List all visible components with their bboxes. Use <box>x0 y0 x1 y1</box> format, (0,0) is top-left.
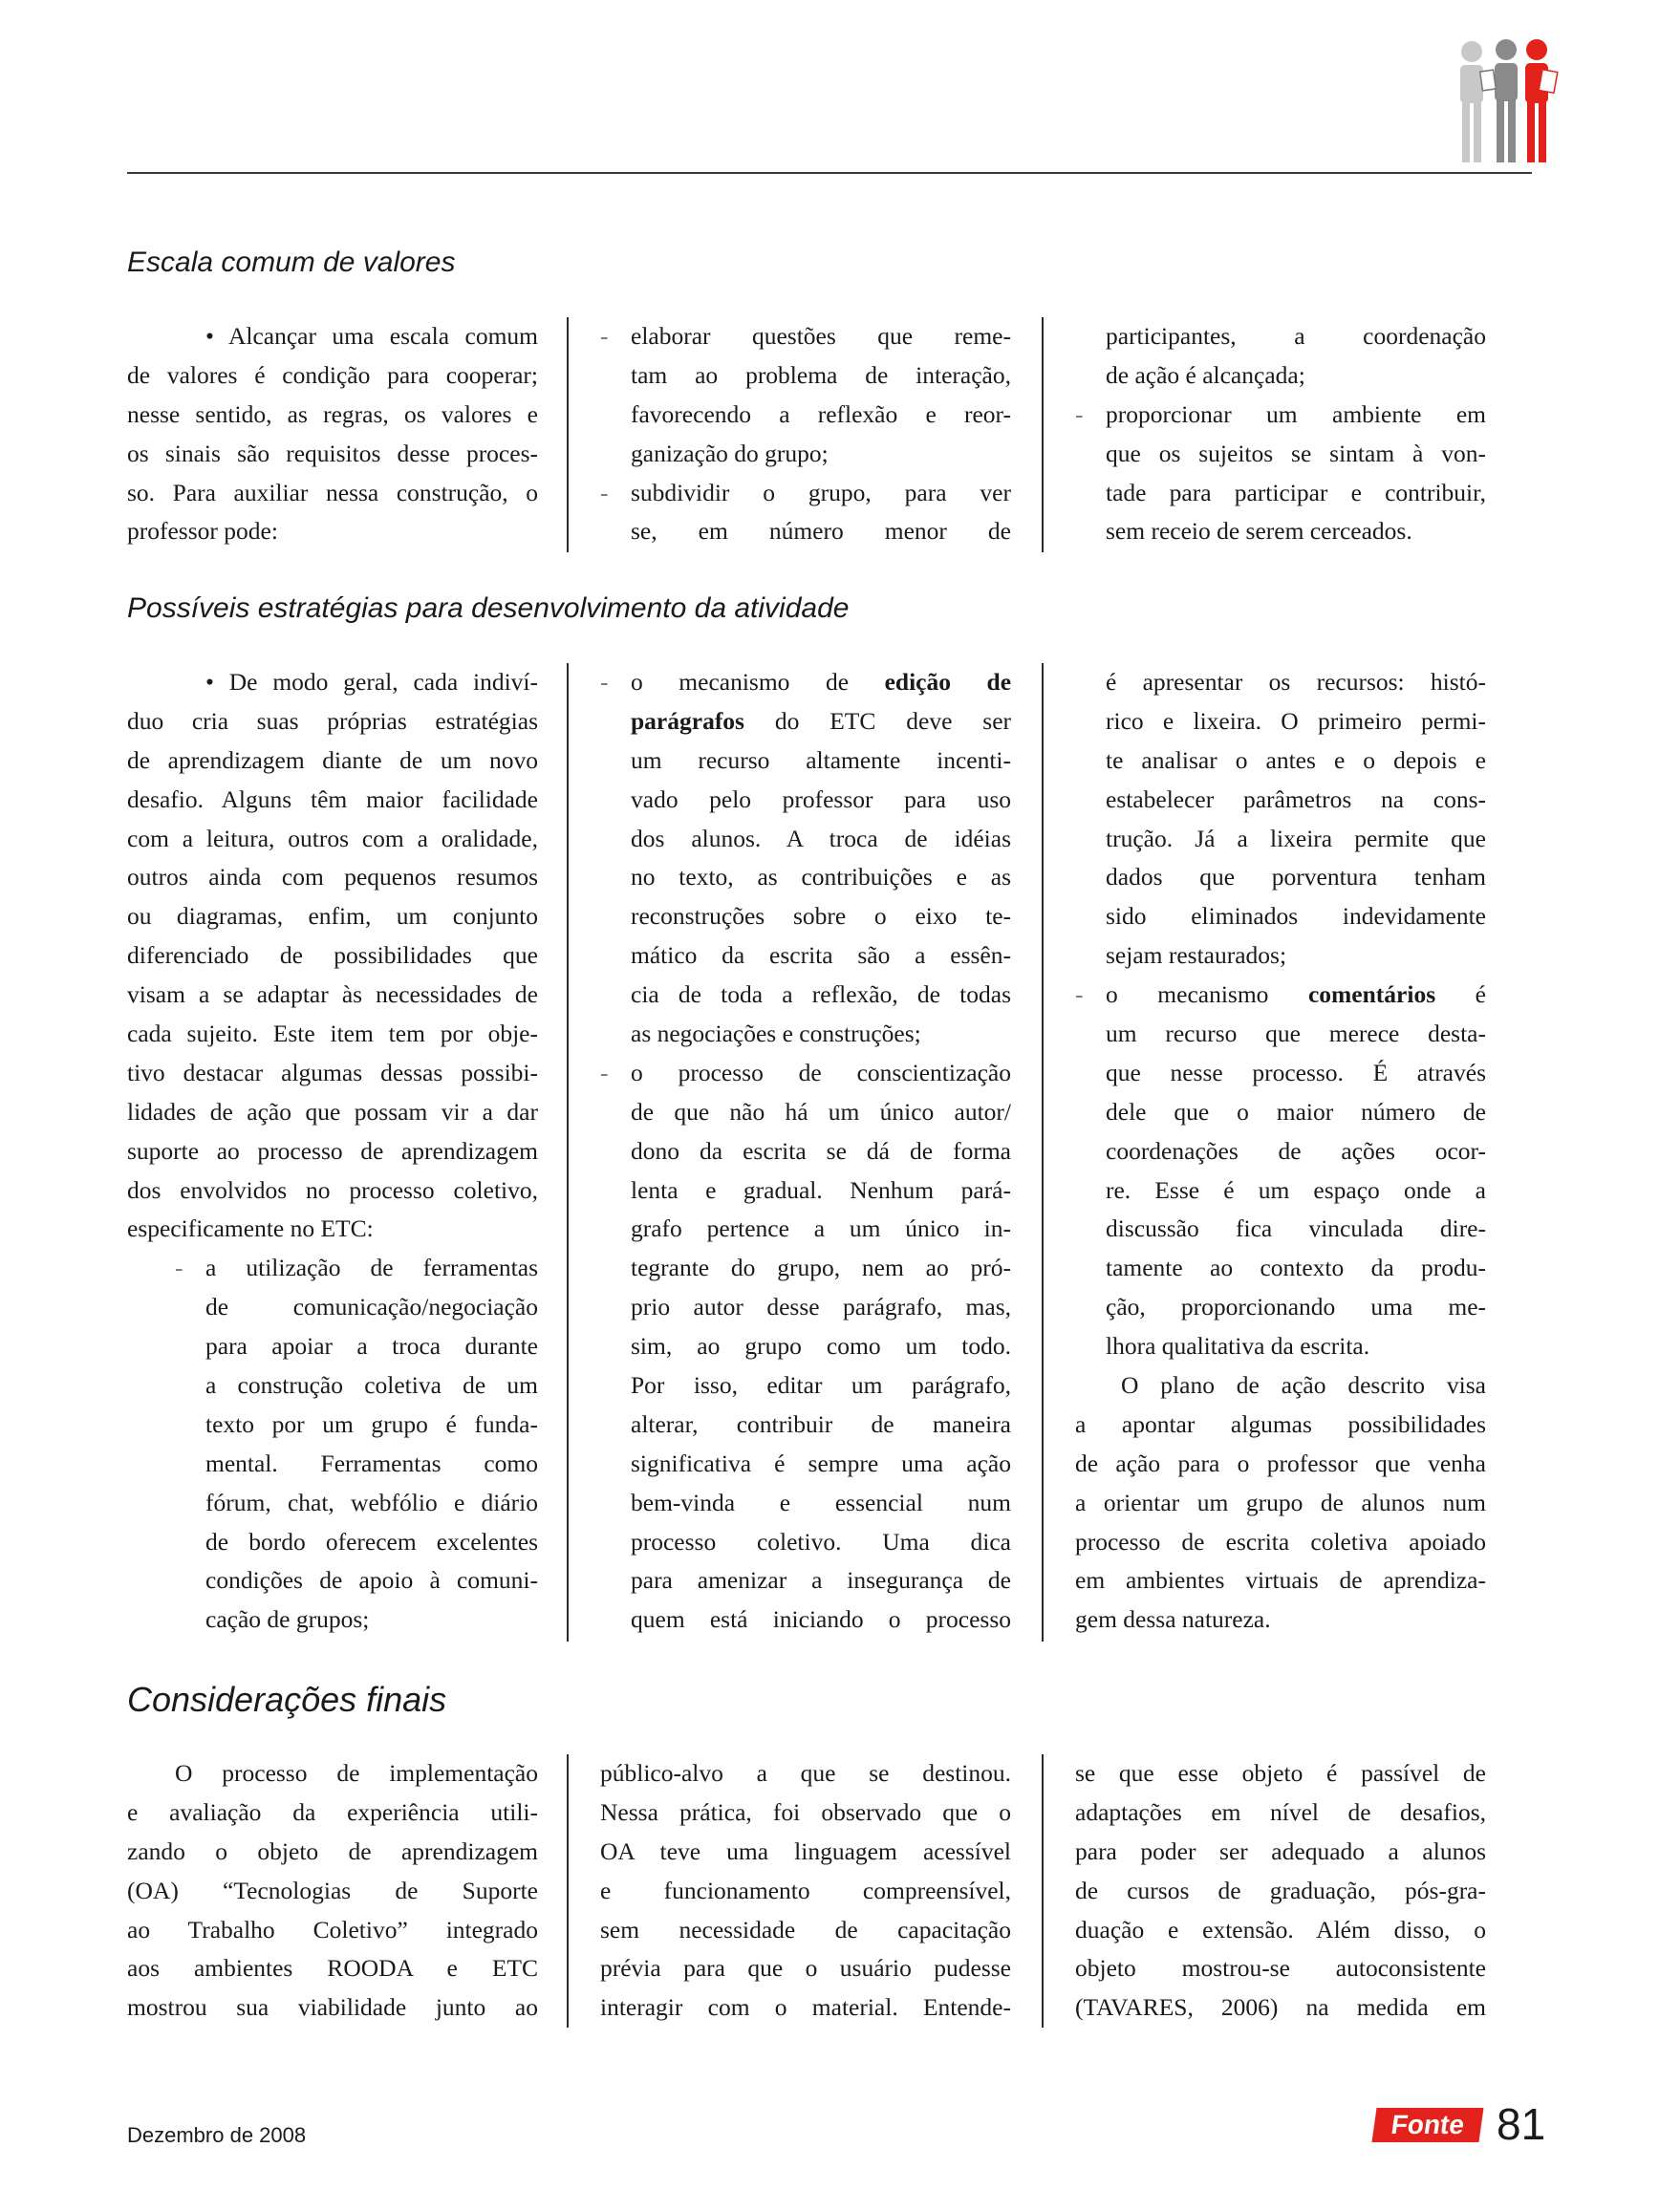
text-column-2 <box>600 663 1011 1640</box>
magazine-logo: Fonte <box>1371 2108 1483 2142</box>
text-line: a apontar algumas possibilidades <box>1075 1409 1486 1438</box>
text-line: (OA) “Tecnologias de Suporte <box>127 1876 538 1904</box>
text-line: se, em número menor de <box>631 517 1011 546</box>
section-escala-body <box>127 317 1496 552</box>
text-line: e avaliação da experiência utili- <box>127 1797 538 1826</box>
text-line: a construção coletiva de um <box>205 1371 538 1400</box>
text-line: quem está iniciando o processo <box>631 1605 1011 1634</box>
section-consideracoes-body <box>127 1754 1496 2028</box>
column-divider <box>1042 1754 1044 2028</box>
text-line: cada sujeito. Este item tem por obje- <box>127 1020 538 1048</box>
text-line: duação e extensão. Além disso, o <box>1075 1915 1486 1944</box>
text-line: dono da escrita se dá de forma <box>631 1136 1011 1165</box>
list-item-line: - o processo de conscientização <box>631 1054 1011 1093</box>
text-line: favorecendo a reflexão e reor- <box>631 399 1011 428</box>
text-line: para amenizar a insegurança de <box>631 1566 1011 1595</box>
text-line: lenta e gradual. Nenhum pará- <box>631 1175 1011 1204</box>
section-heading-estrategias: Possíveis estratégias para desenvolvimento da atividade <box>127 592 850 624</box>
text-line: de valores é condição para cooperar; <box>127 360 538 389</box>
text-line: os sinais são requisitos desse proces- <box>127 439 538 467</box>
text-line: de ação é alcançada; <box>1106 360 1305 389</box>
section-heading-escala: Escala comum de valores <box>127 247 456 278</box>
text-line: estabelecer parâmetros na cons- <box>1106 784 1486 813</box>
text-line: tivo destacar algumas dessas possibi- <box>127 1058 538 1086</box>
text-line: ao Trabalho Coletivo” integrado <box>127 1915 538 1944</box>
text-line: significativa é sempre uma ação <box>631 1449 1011 1477</box>
text-line: • De modo geral, cada indiví- <box>205 668 538 696</box>
page-number: 81 <box>1497 2099 1546 2149</box>
text-line: tegrante do grupo, nem ao pró- <box>631 1254 1011 1282</box>
text-line: • Alcançar uma escala comum <box>205 322 538 350</box>
text-line: dele que o maior número de <box>1106 1097 1486 1126</box>
text-line: texto por um grupo é funda- <box>205 1409 538 1438</box>
text-line: mostrou sua viabilidade junto ao <box>127 1993 538 2022</box>
text-line: com a leitura, outros com a oralidade, <box>127 824 538 852</box>
text-line: te analisar o antes e o depois e <box>1106 745 1486 774</box>
text-line: grafo pertence a um único in- <box>631 1214 1011 1243</box>
text-line: nesse sentido, as regras, os valores e <box>127 399 538 428</box>
section-heading-consideracoes: Considerações finais <box>127 1680 447 1719</box>
text-line: lidades de ação que possam vir a dar <box>127 1097 538 1126</box>
text-line: OA teve uma linguagem acessível <box>600 1836 1011 1865</box>
text-line: coordenações de ações ocor- <box>1106 1136 1486 1165</box>
text-column-1 <box>127 317 538 551</box>
text-line: a orientar um grupo de alunos num <box>1075 1488 1486 1516</box>
column-divider <box>567 663 569 1642</box>
text-line: duo cria suas próprias estratégias <box>127 706 538 735</box>
text-line: prévia para que o usuário pudesse <box>600 1954 1011 1983</box>
text-line: de ação para o professor que venha <box>1075 1449 1486 1477</box>
text-line: zando o objeto de aprendizagem <box>127 1836 538 1865</box>
text-line: discussão fica vinculada dire- <box>1106 1214 1486 1243</box>
text-line: cia de toda a reflexão, de todas <box>631 980 1011 1009</box>
text-line: as negociações e construções; <box>631 1020 921 1048</box>
text-column-1 <box>127 1754 538 2028</box>
text-line: sim, ao grupo como um todo. <box>631 1332 1011 1361</box>
footer-date: Dezembro de 2008 <box>127 2123 307 2147</box>
text-line: vado pelo professor para uso <box>631 784 1011 813</box>
text-line: e funcionamento compreensível, <box>600 1876 1011 1904</box>
text-line: reconstruções sobre o eixo te- <box>631 902 1011 931</box>
text-line: é apresentar os recursos: histó- <box>1106 668 1486 696</box>
section-estrategias-body <box>127 663 1496 1642</box>
text-line: processo de escrita coletiva apoiado <box>1075 1527 1486 1556</box>
text-line: lhora qualitativa da escrita. <box>1106 1332 1370 1361</box>
text-line: adaptações em nível de desafios, <box>1075 1797 1486 1826</box>
bold-term: parágrafos <box>631 706 744 735</box>
text-line: dados que porventura tenham <box>1106 863 1486 891</box>
text-line: O plano de ação descrito visa <box>1121 1371 1486 1400</box>
text-line: O processo de implementação <box>175 1759 538 1787</box>
text-line: um recurso altamente incenti- <box>631 745 1011 774</box>
text-line: participantes, a coordenação <box>1106 322 1486 350</box>
text-line: sem receio de serem cerceados. <box>1106 517 1412 546</box>
text-line: bem-vinda e essencial num <box>631 1488 1011 1516</box>
list-item-line: - a utilização de ferramentas <box>205 1249 538 1288</box>
column-divider <box>1042 317 1044 552</box>
text-line: alterar, contribuir de maneira <box>631 1409 1011 1438</box>
text-column-3 <box>1075 663 1486 1640</box>
text-line: ganização do grupo; <box>631 439 829 467</box>
text-line: tam ao problema de interação, <box>631 360 1011 389</box>
text-line: para apoiar a troca durante <box>205 1332 538 1361</box>
text-line: mental. Ferramentas como <box>205 1449 538 1477</box>
column-divider <box>567 1754 569 2028</box>
bold-term: comentários <box>1307 980 1436 1009</box>
text-column-3 <box>1075 1754 1486 2028</box>
text-line: aos ambientes ROODA e ETC <box>127 1954 538 1983</box>
text-column-2 <box>600 317 1011 551</box>
text-column-3 <box>1075 317 1486 551</box>
text-line: em ambientes virtuais de aprendiza- <box>1075 1566 1486 1595</box>
text-line: sido eliminados indevidamente <box>1106 902 1486 931</box>
column-divider <box>1042 663 1044 1642</box>
text-line: desafio. Alguns têm maior facilidade <box>127 784 538 813</box>
text-line: especificamente no ETC: <box>127 1214 374 1243</box>
text-line: de aprendizagem diante de um novo <box>127 745 538 774</box>
column-divider <box>567 317 569 552</box>
text-line: condições de apoio à comuni- <box>205 1566 538 1595</box>
list-item-line: - o mecanismo de edição de <box>631 663 1011 702</box>
text-line: diferenciado de possibilidades que <box>127 941 538 970</box>
three-people-figures-icon <box>1433 36 1577 170</box>
text-line: fórum, chat, webfólio e diário <box>205 1488 538 1516</box>
text-line: público-alvo a que se destinou. <box>600 1759 1011 1787</box>
text-line: tamente ao contexto da produ- <box>1106 1254 1486 1282</box>
text-line: processo coletivo. Uma dica <box>631 1527 1011 1556</box>
text-line: ou diagramas, enfim, um conjunto <box>127 902 538 931</box>
text-line: outros ainda com pequenos resumos <box>127 863 538 891</box>
text-line: dos envolvidos no processo coletivo, <box>127 1175 538 1204</box>
text-line: re. Esse é um espaço onde a <box>1106 1175 1486 1204</box>
text-line: se que esse objeto é passível de <box>1075 1759 1486 1787</box>
text-line: de cursos de graduação, pós-gra- <box>1075 1876 1486 1904</box>
text-line: parágrafos do ETC deve ser <box>631 706 1012 735</box>
text-line: objeto mostrou-se autoconsistente <box>1075 1954 1486 1983</box>
list-item-line: - elaborar questões que reme- <box>631 317 1011 356</box>
text-line: que os sujeitos se sintam à von- <box>1106 439 1486 467</box>
text-line: so. Para auxiliar nessa construção, o <box>127 478 538 506</box>
list-item-line: - o mecanismo comentários é <box>1106 976 1486 1015</box>
text-line: ção, proporcionando uma me- <box>1106 1293 1486 1321</box>
text-line: trução. Já a lixeira permite que <box>1106 824 1486 852</box>
text-line: dos alunos. A troca de idéias <box>631 824 1011 852</box>
text-line: de bordo oferecem excelentes <box>205 1527 538 1556</box>
text-line: gem dessa natureza. <box>1075 1605 1271 1634</box>
bold-term: edição de <box>884 668 1012 696</box>
text-line: tade para participar e contribuir, <box>1106 478 1486 506</box>
text-line: de comunicação/negociação <box>205 1293 538 1321</box>
list-item-line: - proporcionar um ambiente em <box>1106 396 1486 435</box>
text-line: sem necessidade de capacitação <box>600 1915 1011 1944</box>
text-line: interagir com o material. Entende- <box>600 1993 1011 2022</box>
text-line: (TAVARES, 2006) na medida em <box>1075 1993 1486 2022</box>
header-rule <box>127 172 1532 174</box>
text-line: que nesse processo. É através <box>1106 1058 1486 1086</box>
list-item-line: - subdividir o grupo, para ver <box>631 474 1011 513</box>
text-column-1 <box>127 663 538 1640</box>
text-line: visam a se adaptar às necessidades de <box>127 980 538 1009</box>
text-line: prio autor desse parágrafo, mas, <box>631 1293 1011 1321</box>
text-line: professor pode: <box>127 517 278 546</box>
text-line: cação de grupos; <box>205 1605 370 1634</box>
text-line: Nessa prática, foi observado que o <box>600 1797 1011 1826</box>
text-line: para poder ser adequado a alunos <box>1075 1836 1486 1865</box>
text-line: um recurso que merece desta- <box>1106 1020 1486 1048</box>
text-line: sejam restaurados; <box>1106 941 1287 970</box>
text-line: no texto, as contribuições e as <box>631 863 1011 891</box>
text-line: suporte ao processo de aprendizagem <box>127 1136 538 1165</box>
text-line: rico e lixeira. O primeiro permi- <box>1106 706 1486 735</box>
text-line: mático da escrita são a essên- <box>631 941 1011 970</box>
text-line: Por isso, editar um parágrafo, <box>631 1371 1011 1400</box>
text-line: de que não há um único autor/ <box>631 1097 1011 1126</box>
text-column-2 <box>600 1754 1011 2028</box>
